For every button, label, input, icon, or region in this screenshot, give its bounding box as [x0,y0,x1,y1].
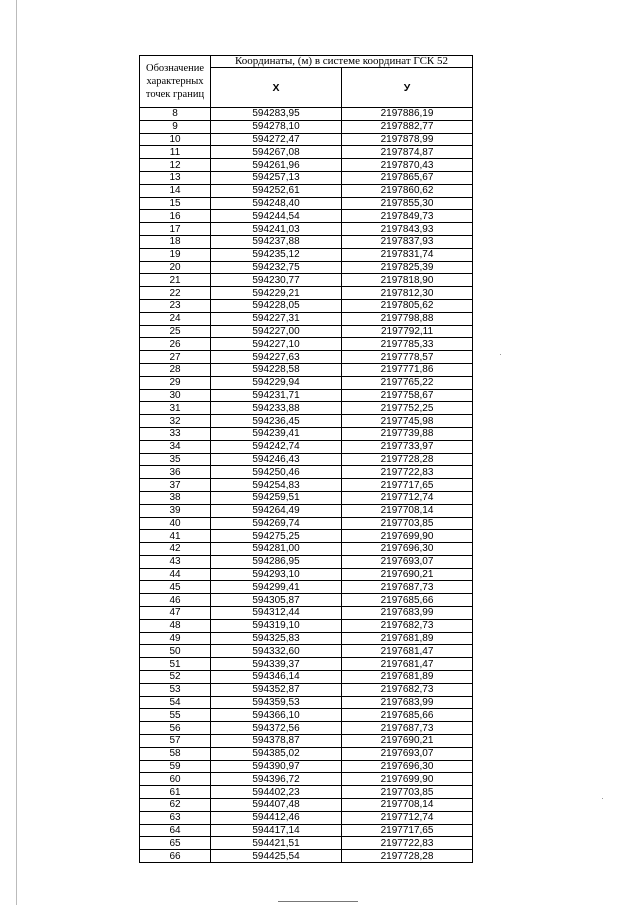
y-coordinate-cell: 2197733,97 [342,440,473,453]
header-coordinate-system: Координаты, (м) в системе координат ГСК 52 [211,56,473,68]
point-number-cell: 66 [140,850,211,863]
table-row [140,811,473,824]
y-coordinate-cell: 2197752,25 [342,402,473,415]
x-coordinate-cell: 594339,37 [211,658,342,671]
table-row [140,786,473,799]
table-row [140,850,473,863]
y-coordinate-cell: 2197886,19 [342,108,473,121]
y-coordinate-cell: 2197771,86 [342,363,473,376]
table-row [140,171,473,184]
table-row [140,683,473,696]
x-coordinate-cell: 594293,10 [211,568,342,581]
table-row [140,248,473,261]
table-row [140,479,473,492]
x-coordinate-cell: 594267,08 [211,146,342,159]
point-number-cell: 55 [140,709,211,722]
table-row [140,555,473,568]
table-row [140,363,473,376]
x-coordinate-cell: 594407,48 [211,799,342,812]
table-row [140,453,473,466]
y-coordinate-cell: 2197693,07 [342,555,473,568]
table-row [140,197,473,210]
y-coordinate-cell: 2197722,83 [342,837,473,850]
x-coordinate-cell: 594352,87 [211,683,342,696]
table-row [140,658,473,671]
point-number-cell: 31 [140,402,211,415]
table-row [140,402,473,415]
x-coordinate-cell: 594425,54 [211,850,342,863]
y-coordinate-cell: 2197818,90 [342,274,473,287]
y-coordinate-cell: 2197843,93 [342,223,473,236]
x-coordinate-cell: 594228,05 [211,299,342,312]
table-row [140,223,473,236]
page-edge-line [16,0,17,905]
point-number-cell: 64 [140,824,211,837]
y-coordinate-cell: 2197687,73 [342,722,473,735]
table-row [140,543,473,556]
point-number-cell: 21 [140,274,211,287]
x-coordinate-cell: 594244,54 [211,210,342,223]
point-number-cell: 50 [140,645,211,658]
point-number-cell: 59 [140,760,211,773]
y-coordinate-cell: 2197687,73 [342,581,473,594]
y-coordinate-cell: 2197690,21 [342,735,473,748]
y-coordinate-cell: 2197699,90 [342,773,473,786]
y-coordinate-cell: 2197703,85 [342,517,473,530]
point-number-cell: 8 [140,108,211,121]
x-coordinate-cell: 594312,44 [211,607,342,620]
x-coordinate-cell: 594242,74 [211,440,342,453]
table-row [140,709,473,722]
y-coordinate-cell: 2197693,07 [342,747,473,760]
y-coordinate-cell: 2197712,74 [342,491,473,504]
x-coordinate-cell: 594278,10 [211,120,342,133]
y-coordinate-cell: 2197681,47 [342,645,473,658]
x-coordinate-cell: 594229,21 [211,287,342,300]
point-number-cell: 65 [140,837,211,850]
table-row [140,287,473,300]
table-row [140,594,473,607]
x-coordinate-cell: 594305,87 [211,594,342,607]
table-row [140,568,473,581]
x-coordinate-cell: 594275,25 [211,530,342,543]
point-number-cell: 15 [140,197,211,210]
table-row [140,261,473,274]
y-coordinate-cell: 2197699,90 [342,530,473,543]
table-row [140,427,473,440]
point-number-cell: 20 [140,261,211,274]
scan-speck [602,798,603,799]
y-coordinate-cell: 2197696,30 [342,543,473,556]
x-coordinate-cell: 594239,41 [211,427,342,440]
table-row [140,299,473,312]
y-coordinate-cell: 2197860,62 [342,184,473,197]
y-coordinate-cell: 2197703,85 [342,786,473,799]
x-coordinate-cell: 594250,46 [211,466,342,479]
table-row [140,799,473,812]
y-coordinate-cell: 2197745,98 [342,415,473,428]
point-number-cell: 30 [140,389,211,402]
point-number-cell: 12 [140,159,211,172]
y-coordinate-cell: 2197712,74 [342,811,473,824]
table-row [140,619,473,632]
y-coordinate-cell: 2197685,66 [342,594,473,607]
x-coordinate-cell: 594237,88 [211,235,342,248]
point-number-cell: 43 [140,555,211,568]
point-number-cell: 60 [140,773,211,786]
table-row [140,491,473,504]
table-row [140,517,473,530]
point-number-cell: 49 [140,632,211,645]
x-coordinate-cell: 594272,47 [211,133,342,146]
x-coordinate-cell: 594372,56 [211,722,342,735]
table-row [140,530,473,543]
x-coordinate-cell: 594299,41 [211,581,342,594]
point-number-cell: 11 [140,146,211,159]
x-coordinate-cell: 594366,10 [211,709,342,722]
x-coordinate-cell: 594236,45 [211,415,342,428]
x-coordinate-cell: 594246,43 [211,453,342,466]
table-row [140,389,473,402]
point-number-cell: 24 [140,312,211,325]
y-coordinate-cell: 2197708,14 [342,799,473,812]
x-coordinate-cell: 594417,14 [211,824,342,837]
x-coordinate-cell: 594281,00 [211,543,342,556]
y-coordinate-cell: 2197758,67 [342,389,473,402]
table-row [140,824,473,837]
y-coordinate-cell: 2197682,73 [342,619,473,632]
point-number-cell: 22 [140,287,211,300]
point-number-cell: 53 [140,683,211,696]
x-coordinate-cell: 594229,94 [211,376,342,389]
table-row [140,671,473,684]
table-row [140,235,473,248]
table-row [140,747,473,760]
point-number-cell: 38 [140,491,211,504]
x-coordinate-cell: 594227,10 [211,338,342,351]
point-number-cell: 13 [140,171,211,184]
point-number-cell: 14 [140,184,211,197]
table-row [140,210,473,223]
y-coordinate-cell: 2197681,89 [342,671,473,684]
scan-speck [500,354,501,355]
table-row [140,773,473,786]
table-row [140,415,473,428]
point-number-cell: 37 [140,479,211,492]
y-coordinate-cell: 2197837,93 [342,235,473,248]
x-coordinate-cell: 594227,31 [211,312,342,325]
y-coordinate-cell: 2197878,99 [342,133,473,146]
table-row [140,696,473,709]
point-number-cell: 41 [140,530,211,543]
x-coordinate-cell: 594231,71 [211,389,342,402]
point-number-cell: 56 [140,722,211,735]
point-number-cell: 51 [140,658,211,671]
y-coordinate-cell: 2197865,67 [342,171,473,184]
point-number-cell: 45 [140,581,211,594]
x-coordinate-cell: 594286,95 [211,555,342,568]
footer-line [278,901,358,902]
x-coordinate-cell: 594359,53 [211,696,342,709]
y-coordinate-cell: 2197683,99 [342,696,473,709]
point-number-cell: 35 [140,453,211,466]
point-number-cell: 28 [140,363,211,376]
y-coordinate-cell: 2197785,33 [342,338,473,351]
point-number-cell: 42 [140,543,211,556]
table-row [140,504,473,517]
x-coordinate-cell: 594325,83 [211,632,342,645]
table-row [140,312,473,325]
y-coordinate-cell: 2197717,65 [342,824,473,837]
y-coordinate-cell: 2197690,21 [342,568,473,581]
y-coordinate-cell: 2197870,43 [342,159,473,172]
x-coordinate-cell: 594228,58 [211,363,342,376]
x-coordinate-cell: 594230,77 [211,274,342,287]
point-number-cell: 40 [140,517,211,530]
x-coordinate-cell: 594283,95 [211,108,342,121]
y-coordinate-cell: 2197874,87 [342,146,473,159]
y-coordinate-cell: 2197728,28 [342,453,473,466]
point-number-cell: 47 [140,607,211,620]
x-coordinate-cell: 594259,51 [211,491,342,504]
x-coordinate-cell: 594248,40 [211,197,342,210]
y-coordinate-cell: 2197681,47 [342,658,473,671]
table-row [140,274,473,287]
x-coordinate-cell: 594396,72 [211,773,342,786]
y-coordinate-cell: 2197696,30 [342,760,473,773]
y-coordinate-cell: 2197682,73 [342,683,473,696]
point-number-cell: 32 [140,415,211,428]
table-body [140,108,473,863]
point-number-cell: 33 [140,427,211,440]
x-coordinate-cell: 594319,10 [211,619,342,632]
x-coordinate-cell: 594232,75 [211,261,342,274]
x-coordinate-cell: 594241,03 [211,223,342,236]
table-row [140,108,473,121]
y-coordinate-cell: 2197812,30 [342,287,473,300]
y-coordinate-cell: 2197792,11 [342,325,473,338]
table-row [140,735,473,748]
y-coordinate-cell: 2197708,14 [342,504,473,517]
y-coordinate-cell: 2197717,65 [342,479,473,492]
table-row [140,325,473,338]
point-number-cell: 25 [140,325,211,338]
table-row [140,440,473,453]
table-row [140,466,473,479]
x-coordinate-cell: 594233,88 [211,402,342,415]
point-number-cell: 54 [140,696,211,709]
x-coordinate-cell: 594332,60 [211,645,342,658]
table-row [140,351,473,364]
x-coordinate-cell: 594421,51 [211,837,342,850]
table-row [140,645,473,658]
y-coordinate-cell: 2197765,22 [342,376,473,389]
y-coordinate-cell: 2197739,88 [342,427,473,440]
y-coordinate-cell: 2197882,77 [342,120,473,133]
x-coordinate-cell: 594346,14 [211,671,342,684]
point-number-cell: 16 [140,210,211,223]
x-coordinate-cell: 594385,02 [211,747,342,760]
x-coordinate-cell: 594227,63 [211,351,342,364]
x-coordinate-cell: 594264,49 [211,504,342,517]
x-coordinate-cell: 594390,97 [211,760,342,773]
header-y: У [342,68,473,108]
y-coordinate-cell: 2197798,88 [342,312,473,325]
x-coordinate-cell: 594227,00 [211,325,342,338]
table-row [140,632,473,645]
point-number-cell: 61 [140,786,211,799]
table-row [140,581,473,594]
x-coordinate-cell: 594235,12 [211,248,342,261]
point-number-cell: 23 [140,299,211,312]
point-number-cell: 39 [140,504,211,517]
coordinates-table [139,55,473,863]
table-row [140,607,473,620]
table-row [140,722,473,735]
y-coordinate-cell: 2197855,30 [342,197,473,210]
x-coordinate-cell: 594254,83 [211,479,342,492]
y-coordinate-cell: 2197778,57 [342,351,473,364]
y-coordinate-cell: 2197728,28 [342,850,473,863]
table-row [140,159,473,172]
y-coordinate-cell: 2197683,99 [342,607,473,620]
table-row [140,133,473,146]
header-designation: Обозначение характерных точек границ [140,56,211,108]
point-number-cell: 58 [140,747,211,760]
table-row [140,120,473,133]
x-coordinate-cell: 594269,74 [211,517,342,530]
y-coordinate-cell: 2197722,83 [342,466,473,479]
point-number-cell: 36 [140,466,211,479]
table-row [140,760,473,773]
x-coordinate-cell: 594402,23 [211,786,342,799]
point-number-cell: 63 [140,811,211,824]
table-row [140,376,473,389]
y-coordinate-cell: 2197849,73 [342,210,473,223]
table-row [140,184,473,197]
point-number-cell: 27 [140,351,211,364]
y-coordinate-cell: 2197681,89 [342,632,473,645]
point-number-cell: 48 [140,619,211,632]
point-number-cell: 52 [140,671,211,684]
point-number-cell: 17 [140,223,211,236]
point-number-cell: 46 [140,594,211,607]
point-number-cell: 62 [140,799,211,812]
x-coordinate-cell: 594257,13 [211,171,342,184]
table-row [140,837,473,850]
y-coordinate-cell: 2197825,39 [342,261,473,274]
y-coordinate-cell: 2197831,74 [342,248,473,261]
header-x: X [211,68,342,108]
y-coordinate-cell: 2197805,62 [342,299,473,312]
point-number-cell: 19 [140,248,211,261]
x-coordinate-cell: 594378,87 [211,735,342,748]
point-number-cell: 18 [140,235,211,248]
point-number-cell: 29 [140,376,211,389]
point-number-cell: 9 [140,120,211,133]
point-number-cell: 10 [140,133,211,146]
x-coordinate-cell: 594252,61 [211,184,342,197]
x-coordinate-cell: 594261,96 [211,159,342,172]
x-coordinate-cell: 594412,46 [211,811,342,824]
point-number-cell: 26 [140,338,211,351]
y-coordinate-cell: 2197685,66 [342,709,473,722]
point-number-cell: 34 [140,440,211,453]
table-row [140,146,473,159]
point-number-cell: 57 [140,735,211,748]
table-row [140,338,473,351]
point-number-cell: 44 [140,568,211,581]
